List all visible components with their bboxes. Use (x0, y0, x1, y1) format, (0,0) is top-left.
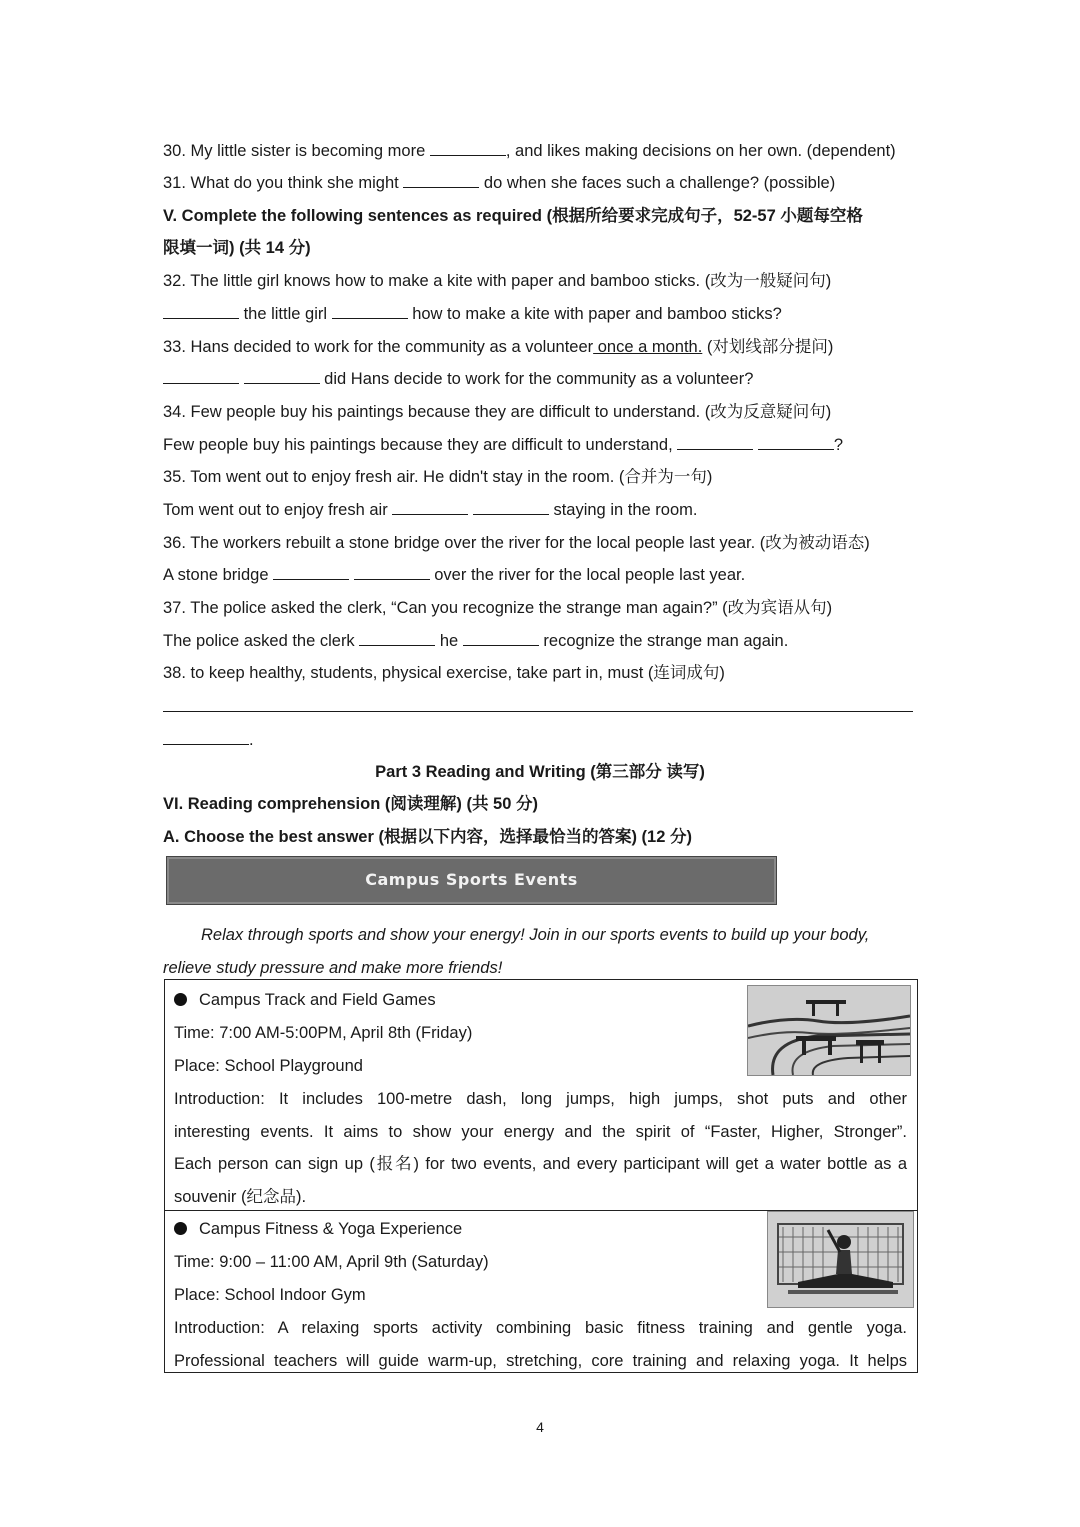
answer-text: A stone bridge (163, 566, 274, 584)
yoga-pose-icon (767, 1211, 914, 1308)
event-place: Place: School Indoor Gym (174, 1286, 366, 1304)
answer-blank[interactable] (332, 304, 408, 319)
event-title (174, 1219, 462, 1239)
answer-blank[interactable] (163, 304, 239, 319)
question-33-answer (163, 369, 753, 389)
event-intro-3: Each person can sign up (报名) for two events, and every participant will get a water bottle as a (174, 1155, 907, 1173)
question-37: 37. The police asked the clerk, “Can you recognize the strange man again?” (改为宾语从句) (163, 599, 833, 617)
question-38: 38. to keep healthy, students, physical exercise, take part in, must (连词成句) (163, 664, 725, 682)
banner-title: Campus Sports Events (365, 870, 578, 889)
page-number: 4 (536, 1419, 544, 1435)
answer-text: ? (833, 436, 844, 454)
running-track-icon (747, 985, 911, 1076)
answer-text: The police asked the clerk (163, 632, 360, 650)
answer-blank[interactable] (473, 500, 549, 515)
answer-blank[interactable] (244, 369, 320, 384)
event-intro-1: Introduction: It includes 100-metre dash, long jumps, high jumps, shot puts and other (174, 1090, 907, 1108)
section-a-heading: A. Choose the best answer (根据以下内容，选择最恰当的答案) (12 分) (163, 828, 692, 846)
question-33-text: 33. Hans decided to work for the community as a volunteer (163, 338, 594, 356)
question-36: 36. The workers rebuilt a stone bridge over the river for the local people last year. (改为被动语态) (163, 534, 870, 552)
bullet-icon (174, 1222, 187, 1235)
answer-blank[interactable] (354, 565, 430, 580)
event-intro-2: interesting events. It aims to show your energy and the spirit of “Faster, Higher, Stronger”. (174, 1123, 907, 1141)
event-time: Time: 7:00 AM-5:00PM, April 8th (Friday) (174, 1024, 473, 1042)
running-track-illustration (748, 986, 910, 1075)
answer-line-end[interactable] (163, 744, 249, 745)
question-32-answer (163, 304, 782, 324)
event-place: Place: School Playground (174, 1057, 363, 1075)
answer-line[interactable] (163, 711, 913, 712)
yoga-illustration (768, 1212, 913, 1307)
question-31-hint: do when she faces such a challenge? (possible) (479, 174, 836, 192)
intro-line-1: Relax through sports and show your energy! Join in our sports events to build up your body, (201, 926, 870, 944)
answer-blank[interactable] (463, 631, 539, 646)
answer-text: Few people buy his paintings because they are difficult to understand, (163, 436, 678, 454)
event-intro-4: souvenir (纪念品). (174, 1188, 307, 1206)
question-33-hint: (对划线部分提问) (702, 338, 834, 356)
event-intro-1: Introduction: A relaxing sports activity combining basic fitness training and gentle yoga. (174, 1319, 907, 1337)
section-5-heading: V. Complete the following sentences as required (根据所给要求完成句子，52-57 小题每空格 (163, 207, 863, 225)
question-36-answer (163, 565, 745, 585)
answer-text: did Hans decide to work for the community as a volunteer? (319, 370, 754, 388)
question-35-answer (163, 500, 697, 520)
event-name: Campus Fitness & Yoga Experience (199, 1220, 463, 1238)
question-32: 32. The little girl knows how to make a kite with paper and bamboo sticks. (改为一般疑问句) (163, 272, 832, 290)
intro-line-2: relieve study pressure and make more friends! (163, 959, 503, 977)
question-30-text: 30. My little sister is becoming more (163, 142, 430, 160)
event-card-fitness-yoga (164, 1210, 918, 1373)
answer-text: the little girl (239, 305, 332, 323)
event-name: Campus Track and Field Games (199, 991, 436, 1009)
question-34: 34. Few people buy his paintings because they are difficult to understand. (改为反意疑问句) (163, 403, 832, 421)
answer-blank[interactable] (163, 369, 239, 384)
part-3-title: Part 3 Reading and Writing (第三部分 读写) (375, 763, 705, 781)
section-5-heading-cont: 限填一词) (共 14 分) (163, 239, 311, 257)
question-30 (163, 141, 896, 161)
question-31 (163, 173, 835, 193)
question-37-answer (163, 631, 788, 651)
bullet-icon (174, 993, 187, 1006)
event-title (174, 990, 436, 1010)
campus-sports-banner (166, 856, 777, 905)
question-33 (163, 337, 833, 357)
question-30-hint: , and likes making decisions on her own. (dependent) (505, 142, 896, 160)
event-intro-2: Professional teachers will guide warm-up, stretching, core training and relaxing yoga. It helps (174, 1352, 907, 1370)
answer-blank[interactable] (758, 435, 834, 450)
underlined-phrase: once a month. (593, 338, 703, 356)
answer-text: he (435, 632, 463, 650)
answer-text: staying in the room. (548, 501, 698, 519)
answer-text: recognize the strange man again. (538, 632, 789, 650)
sentence-end-period: . (249, 731, 254, 749)
question-35: 35. Tom went out to enjoy fresh air. He didn't stay in the room. (合并为一句) (163, 468, 713, 486)
answer-blank[interactable] (273, 565, 349, 580)
answer-text: Tom went out to enjoy fresh air (163, 501, 393, 519)
event-card-track-field (164, 979, 918, 1211)
event-time: Time: 9:00 – 11:00 AM, April 9th (Saturday) (174, 1253, 489, 1271)
answer-text: how to make a kite with paper and bamboo sticks? (407, 305, 782, 323)
answer-blank[interactable] (392, 500, 468, 515)
answer-blank[interactable] (430, 141, 506, 156)
section-6-heading: VI. Reading comprehension (阅读理解) (共 50 分) (163, 795, 538, 813)
answer-blank[interactable] (359, 631, 435, 646)
question-34-answer (163, 435, 843, 455)
answer-text: over the river for the local people last year. (429, 566, 746, 584)
answer-blank[interactable] (677, 435, 753, 450)
question-31-text: 31. What do you think she might (163, 174, 404, 192)
answer-blank[interactable] (403, 173, 479, 188)
